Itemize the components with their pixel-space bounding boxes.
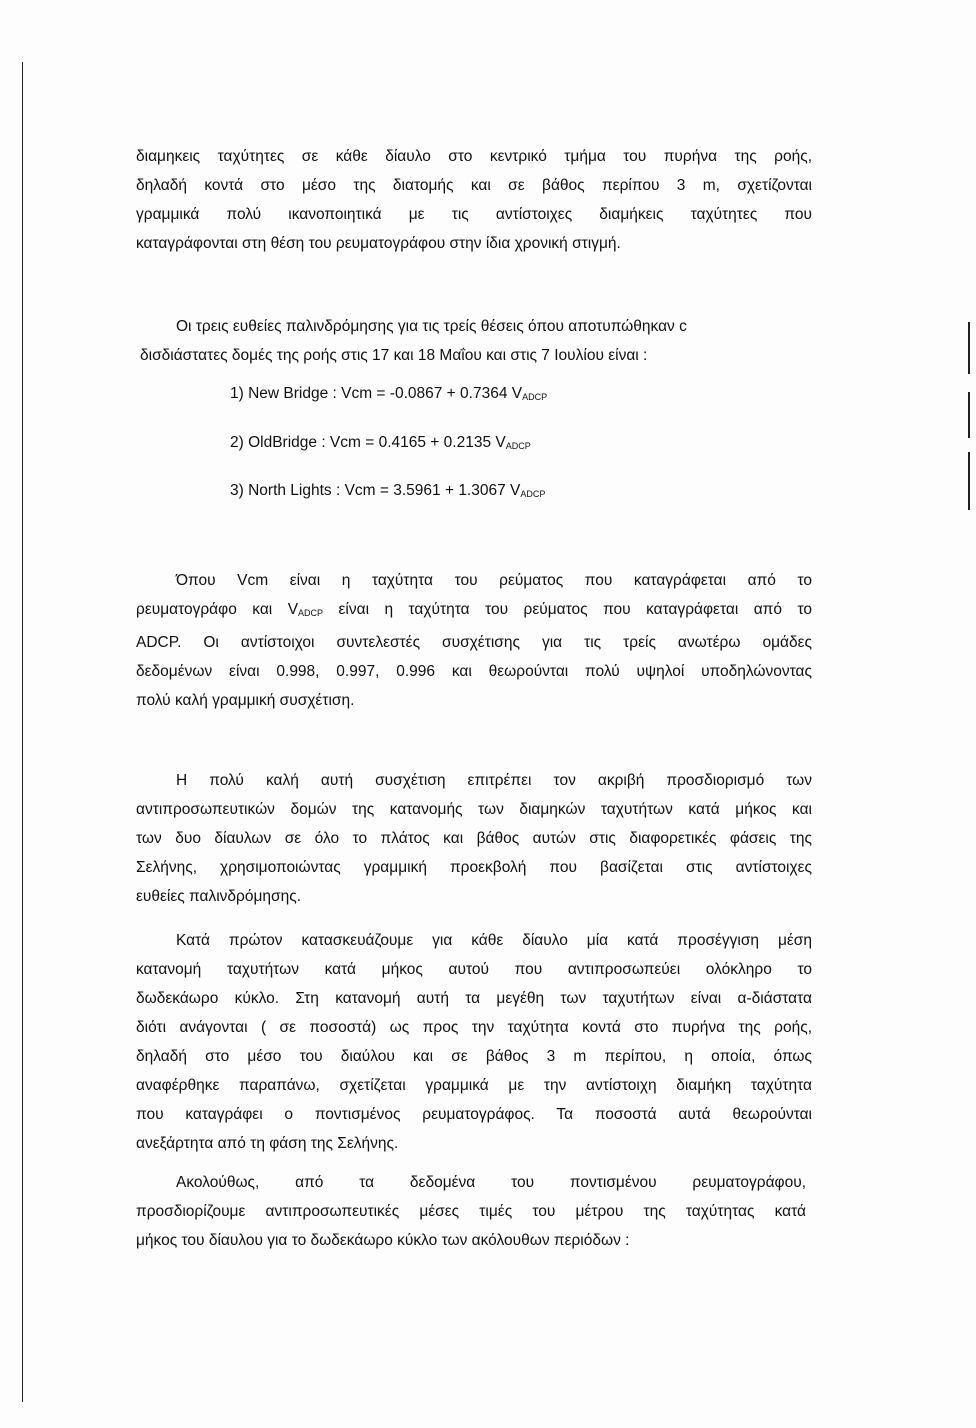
text-line: που καταγράφει ο ποντισμένος ρευματογράφος. Τα ποσοστά αυτά θεωρούνται [136, 1106, 812, 1123]
paragraph-regressions-intro [140, 312, 816, 370]
text-line: μήκος του δίαυλου για το δωδεκάωρο κύκλο των ακόλουθων περιόδων : [136, 1232, 630, 1249]
text-line: δεδομένων είναι 0.998, 0.997, 0.996 και θεωρούνται πολύ υψηλοί υποδηλώνοντας [136, 663, 812, 680]
text-line: Όπου Vcm είναι η ταχύτητα του ρεύματος που καταγράφεται από το [176, 572, 812, 589]
text-line: δηλαδή κοντά στο μέσο της διατομής και σε βάθος περίπου 3 m, σχετίζονται [136, 177, 812, 194]
text-line: ανεξάρτητα από τη φάση της Σελήνης. [136, 1135, 399, 1152]
text-line: Οι τρεις ευθείες παλινδρόμησης για τις τρείς θέσεις όπου αποτυπώθηκαν c [176, 318, 687, 335]
paragraph-distribution [136, 926, 812, 1158]
text-line: Σελήνης, χρησιμοποιώντας γραμμική προεκβολή που βασίζεται στις αντίστοιχες [136, 859, 812, 876]
left-edge-line [22, 62, 23, 1402]
text-line: πολύ καλή γραμμική συσχέτιση. [136, 692, 355, 709]
text-line: κατανομή ταχυτήτων κατά μήκος αυτού που αντιπροσωπεύει ολόκληρο το [136, 961, 812, 978]
paragraph-followup [136, 1168, 806, 1255]
text-line: δηλαδή στο μέσο του διαύλου και σε βάθος 3 m περίπου, η οποία, όπως [136, 1048, 812, 1065]
text-line: Ακολούθως, από τα δεδομένα του ποντισμένου ρευματογράφου, [176, 1174, 806, 1191]
paragraph-intro [136, 142, 812, 258]
text-line: ρευματογράφο και $V_{ADCP}$ είναι η ταχύτητα του ρεύματος που καταγράφεται από το [136, 601, 812, 618]
text-line: καταγράφονται στη θέση του ρευματογράφου στην ίδια χρονική στιγμή. [136, 235, 621, 252]
equation-old-bridge: 2) OldBridge : Vcm = 0.4165 + 0.2135 $V_{ADCP}$ [230, 434, 531, 451]
paragraph-definitions [136, 566, 812, 715]
text-line: διότι ανάγονται ( σε ποσοστά) ως προς την ταχύτητα κοντά στο πυρήνα της ροής, [136, 1019, 812, 1036]
text-line: Η πολύ καλή αυτή συσχέτιση επιτρέπει τον ακριβή προσδιορισμό των [176, 772, 812, 789]
text-line: ADCP. Οι αντίστοιχοι συντελεστές συσχέτισης για τις τρείς ανωτέρω ομάδες [136, 634, 812, 651]
paragraph-correlation [136, 766, 812, 911]
right-edge-mark-1 [968, 322, 970, 374]
right-edge-mark-2 [968, 392, 970, 438]
text-line: αντιπροσωπευτικών δομών της κατανομής των διαμηκών ταχυτήτων κατά μήκος και [136, 801, 812, 818]
text-line: γραμμικά πολύ ικανοποιητικά με τις αντίστοιχες διαμήκεις ταχύτητες που [136, 206, 812, 223]
text-line: δωδεκάωρο κύκλο. Στη κατανομή αυτή τα μεγέθη των ταχυτήτων είναι α-διάστατα [136, 990, 812, 1007]
text-line: διαμηκεις ταχύτητες σε κάθε δίαυλο στο κεντρικό τμήμα του πυρήνα της ροής, [136, 148, 812, 165]
text-line: αναφέρθηκε παραπάνω, σχετίζεται γραμμικά με την αντίστοιχη διαμήκη ταχύτητα [136, 1077, 812, 1094]
text-line: προσδιορίζουμε αντιπροσωπευτικές μέσες τιμές του μέτρου της ταχύτητας κατά [136, 1203, 806, 1220]
text-line: ευθείες παλινδρόμησης. [136, 888, 302, 905]
text-line: δισδιάστατες δομές της ροής στις 17 και 18 Μαΐου και στις 7 Ιουλίου είναι : [140, 347, 648, 364]
text-line: των δυο δίαυλων σε όλο το πλάτος και βάθος αυτών στις διαφορετικές φάσεις της [136, 830, 812, 847]
equation-north-lights: 3) North Lights : Vcm = 3.5961 + 1.3067 $V_{ADCP}$ [230, 482, 546, 499]
right-edge-mark-3 [968, 452, 970, 510]
text-line: Κατά πρώτον κατασκευάζουμε για κάθε δίαυλο μία κατά προσέγγιση μέση [176, 932, 812, 949]
equation-new-bridge: 1) New Bridge : Vcm = -0.0867 + 0.7364 $V_{ADCP}$ [230, 385, 548, 402]
